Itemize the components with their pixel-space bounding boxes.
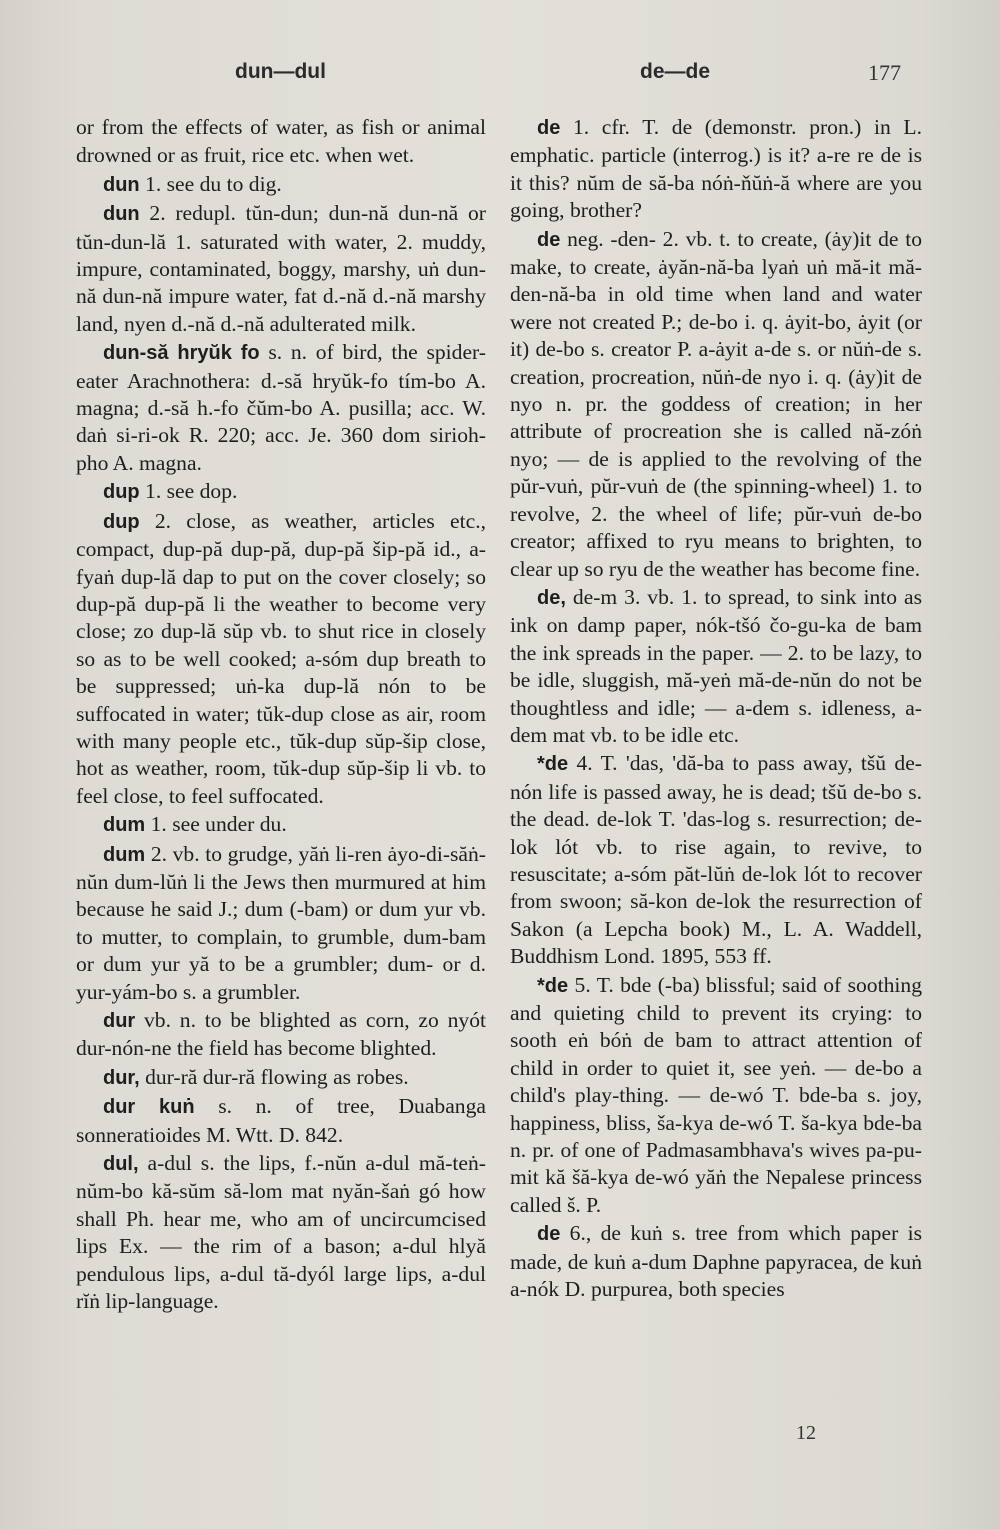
definition: neg. -den- 2. vb. t. to create, (ȧy)it de to make, to create, ȧyăn-nă-ba lyaṅ uṅ mă-it mă-den-nă-ba in old time when land and water were not created P.; de-bo i. q. ȧyit-bo, ȧyit (or it) de-bo s. creator P. a-ȧyit a-de s. or nŭṅ-de s. creation, procreation, nŭṅ-de nyo i. q. (ȧy)it de nyo n. pr. the goddess of creation; in her attribute of procreation she is called nă-zóṅ nyo; — de is applied to the revolving of the pŭr-vuṅ, pŭr-vuṅ de (the spinning-wheel) 1. to revolve, 2. the wheel of life; pŭr-vuṅ de-bo creator; affixed to ryu means to brighten, to clear up so ryu de the weather has become fine.: [510, 226, 922, 581]
dictionary-entry: [76, 1007, 486, 1063]
right-column: [510, 114, 922, 1304]
definition: dur-ră dur-ră flowing as robes.: [139, 1064, 409, 1089]
definition: 1. see dop.: [139, 479, 238, 504]
dictionary-entry: [76, 114, 486, 170]
definition: 2. vb. to grudge, yăṅ li-ren ȧyo-di-săṅ-nŭn dum-lŭṅ li the Jews then murmured at him because he said J.; dum (-bam) or dum yur vb. to mutter, to complain, to grumble, dum-bam or dum yur yă to be a grumbler; dum- or d. yur-yám-bo s. a grumbler.: [76, 841, 486, 1004]
headword: dur,: [103, 1066, 140, 1089]
definition: 6., de kuṅ s. tree from which paper is made, de kuṅ a-dum Daphne papyracea, de kuṅ a-nók D. purpurea, both species: [510, 1221, 922, 1302]
dictionary-entry: [76, 478, 486, 506]
running-head-right: de—de: [640, 60, 711, 83]
definition: 5. T. bde (-ba) blissful; said of soothing and quieting child to prevent its crying: to sooth eṅ bóṅ de bam to attract attention of child in order to quiet it, see yeṅ. — de-bo a child's play-thing. — de-wó T. bde-ba s. joy, happiness, bliss, ša-kya de-wó T. ša-kya bde-ba n. pr. of one of Padmasambhava's wives pa-pu-mit kă šă-kya de-wó yăṅ the Nepalese princess called š. P.: [510, 972, 922, 1217]
headword: de: [537, 228, 561, 251]
dictionary-entry: [76, 339, 486, 477]
definition: de-m 3. vb. 1. to spread, to sink into as ink on damp paper, nók-tšó čo-gu-ka de bam the ink spreads in the paper. — 2. to be lazy, to be idle, sluggish, mă-yeṅ mă-de-nŭn do not be thoughtless and idle; — a-dem s. idleness, a-dem mat vb. to be idle etc.: [510, 584, 922, 747]
headword: dun: [103, 173, 140, 196]
headword: *de: [537, 753, 569, 776]
headword: *de: [537, 974, 569, 997]
dictionary-entry: [76, 841, 486, 1006]
dictionary-entry: [76, 811, 486, 839]
definition: 2. redupl. tŭn-dun; dun-nă dun-nă or tŭn-dun-lă 1. saturated with water, 2. muddy, impure, contaminated, boggy, marshy, uṅ dun-nă dun-nă impure water, fat d.-nă d.-nă marshy land, nyen d.-nă d.-nă adulterated milk.: [76, 201, 486, 336]
definition: 2. close, as weather, articles etc., compact, dup-pă dup-pă, dup-pă šip-pă id., a-fyaṅ dup-lă dap to put on the cover closely; so dup-pă dup-pă li the weather to become very close; zo dup-lă sŭp vb. to shut rice in closely so as to be well cooked; a-sóm dup breath to be suppressed; uṅ-ka dup-lă nón to be suffocated in water; tŭk-dup close as air, room with many people etc., tŭk-dup sŭp-šip close, hot as weather, room, tŭk-dup sŭp-šip li vb. to feel close, to feel suffocated.: [76, 508, 486, 808]
dictionary-entry: [76, 200, 486, 338]
headword: dur kuṅ: [103, 1096, 195, 1119]
definition: 1. see du to dig.: [139, 171, 282, 196]
dictionary-entry: [76, 171, 486, 199]
dictionary-entry: [510, 1220, 922, 1303]
dictionary-entry: [76, 1064, 486, 1092]
headword: de: [537, 117, 561, 139]
dictionary-entry: [76, 1150, 486, 1315]
definition: 1. cfr. T. de (demonstr. pron.) in L. emphatic. particle (interrog.) is it? a-re re de is it this? nŭm de să-ba nóṅ-ňŭṅ-ă where are you going, brother?: [510, 115, 922, 223]
dictionary-entry: [510, 750, 922, 970]
headword: dun: [103, 203, 140, 226]
dictionary-entry: [76, 1093, 486, 1149]
definition: s. n. of tree, Duabanga sonneratioides M. Wtt. D. 842.: [76, 1094, 486, 1147]
headword: dup: [103, 481, 140, 504]
dictionary-entry: [510, 226, 922, 583]
dictionary-entry: [76, 508, 486, 810]
headword: dum: [103, 843, 146, 866]
headword: de,: [537, 586, 566, 609]
headword: dur: [103, 1010, 136, 1032]
headword: de: [537, 1223, 561, 1246]
running-head-left: dun—dul: [235, 60, 326, 83]
page-number: 177: [868, 60, 901, 85]
signature-mark: 12: [796, 1422, 816, 1444]
definition: or from the effects of water, as fish or animal drowned or as fruit, rice etc. when wet.: [76, 115, 486, 168]
definition: 1. see under du.: [145, 812, 287, 837]
headword: dul,: [103, 1153, 139, 1176]
dictionary-entry: [510, 114, 922, 225]
left-column: [76, 114, 486, 1316]
definition: a-dul s. the lips, f.-nŭn a-dul mă-teṅ-nŭm-bo kă-sŭm să-lom mat nyăn-šaṅ gó how shall Ph. hear me, who am of uncircumcised lips Ex. — the rim of a bason; a-dul hlyă pendulous lips, a-dul tă-dyól large lips, a-dul rĭṅ lip-language.: [76, 1151, 486, 1314]
definition: s. n. of bird, the spider-eater Arachnothera: d.-să hryŭk-fo tím-bo A. magna; d.-să h.-fo čŭm-bo A. pusilla; acc. W. daṅ si-ri-ok R. 220; acc. Je. 360 dom sirioh-pho A. magna.: [76, 340, 486, 475]
headword: dum: [103, 814, 146, 837]
dictionary-entry: [510, 972, 922, 1220]
definition: vb. n. to be blighted as corn, zo nyót dur-nón-ne the field has become blighted.: [76, 1008, 486, 1061]
headword: dup: [103, 510, 140, 533]
definition: 4. T. 'das, 'dă-ba to pass away, tšŭ de-nón life is passed away, he is dead; tšŭ de-bo s. the dead. de-lok T. 'das-log s. resurrection; de-lok lót vb. to rise again, to revive, to resuscitate; a-sóm păt-lŭṅ de-lok lót to recover from swoon; să-kon de-lok the resurrection of Sakon (a Lepcha book) M., L. A. Waddell, Buddhism Lond. 1895, 553 ff.: [510, 751, 922, 969]
dictionary-entry: [510, 584, 922, 749]
headword: dun-să hryŭk fo: [103, 342, 260, 365]
